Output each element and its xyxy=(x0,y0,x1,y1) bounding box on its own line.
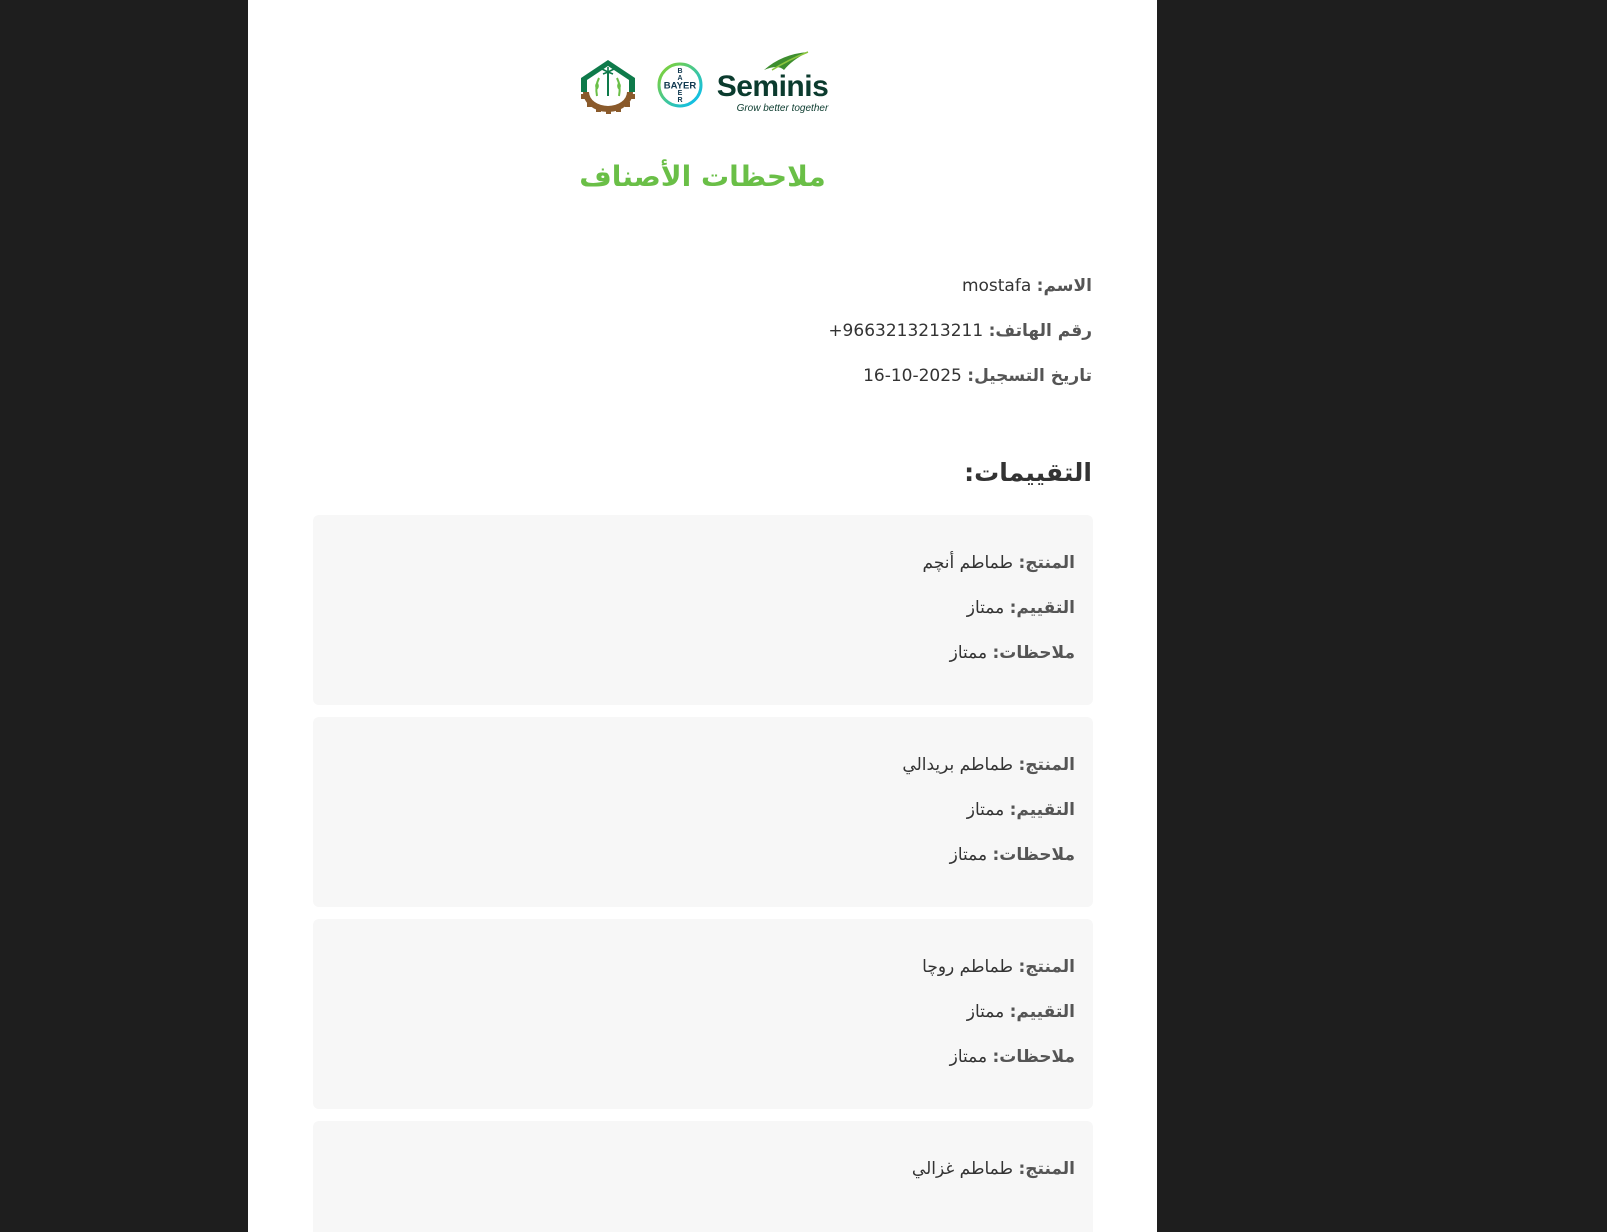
product-row xyxy=(331,957,1075,977)
name-label: الاسم: xyxy=(1036,276,1092,296)
rating-card xyxy=(313,919,1093,1109)
rating-card xyxy=(313,1121,1093,1232)
product-row xyxy=(331,755,1075,775)
government-agriculture-logo xyxy=(577,56,639,114)
name-value: mostafa xyxy=(961,276,1032,296)
phone-label: رقم الهاتف: xyxy=(988,321,1092,341)
notes-label: ملاحظات: xyxy=(992,1047,1075,1067)
phone-value: +9663213213211 xyxy=(828,321,984,341)
rating-value: ممتاز xyxy=(966,800,1005,820)
name-row xyxy=(332,276,1092,296)
product-row xyxy=(331,1159,1075,1179)
rating-card xyxy=(313,515,1093,705)
notes-row xyxy=(331,643,1075,663)
phone-row xyxy=(332,321,1092,341)
svg-text:BAYER: BAYER xyxy=(663,80,696,92)
document-page xyxy=(248,0,1157,1232)
ratings-list xyxy=(313,515,1093,1232)
notes-label: ملاحظات: xyxy=(992,643,1075,663)
svg-text:B: B xyxy=(677,68,683,75)
svg-text:E: E xyxy=(677,90,683,97)
rating-label: التقييم: xyxy=(1009,1002,1075,1022)
notes-row xyxy=(331,845,1075,865)
svg-text:A: A xyxy=(677,75,683,82)
page-title: ملاحظات الأصناف xyxy=(579,160,826,193)
rating-value: ممتاز xyxy=(966,598,1005,618)
rating-label: التقييم: xyxy=(1009,598,1075,618)
product-row xyxy=(331,553,1075,573)
rating-row xyxy=(331,800,1075,820)
rating-value: ممتاز xyxy=(966,1002,1005,1022)
product-value: طماطم بريدالي xyxy=(902,755,1014,775)
rating-card xyxy=(313,717,1093,907)
seminis-logo xyxy=(717,56,829,114)
date-value: 16-10-2025 xyxy=(863,366,962,386)
leaf-icon xyxy=(762,50,810,72)
notes-row xyxy=(331,1047,1075,1067)
logo-bar xyxy=(248,56,1157,114)
product-value: طماطم روچا xyxy=(922,957,1014,977)
notes-value: ممتاز xyxy=(949,643,988,663)
product-value: طماطم غزالي xyxy=(911,1159,1014,1179)
notes-label: ملاحظات: xyxy=(992,845,1075,865)
date-row xyxy=(332,366,1092,386)
seminis-wordmark: Seminis xyxy=(716,70,829,103)
product-label: المنتج: xyxy=(1018,957,1075,977)
ratings-heading: التقييمات: xyxy=(964,458,1092,487)
product-value: طماطم أنچم xyxy=(922,553,1014,573)
product-label: المنتج: xyxy=(1018,755,1075,775)
seminis-tagline: Grow better together xyxy=(736,103,829,114)
product-label: المنتج: xyxy=(1018,1159,1075,1179)
product-label: المنتج: xyxy=(1018,553,1075,573)
user-info xyxy=(332,276,1092,411)
bayer-logo xyxy=(657,62,703,108)
rating-row xyxy=(331,1002,1075,1022)
notes-value: ممتاز xyxy=(949,845,988,865)
rating-label: التقييم: xyxy=(1009,800,1075,820)
svg-text:R: R xyxy=(677,97,683,104)
notes-value: ممتاز xyxy=(949,1047,988,1067)
date-label: تاريخ التسجيل: xyxy=(967,366,1092,386)
rating-row xyxy=(331,598,1075,618)
